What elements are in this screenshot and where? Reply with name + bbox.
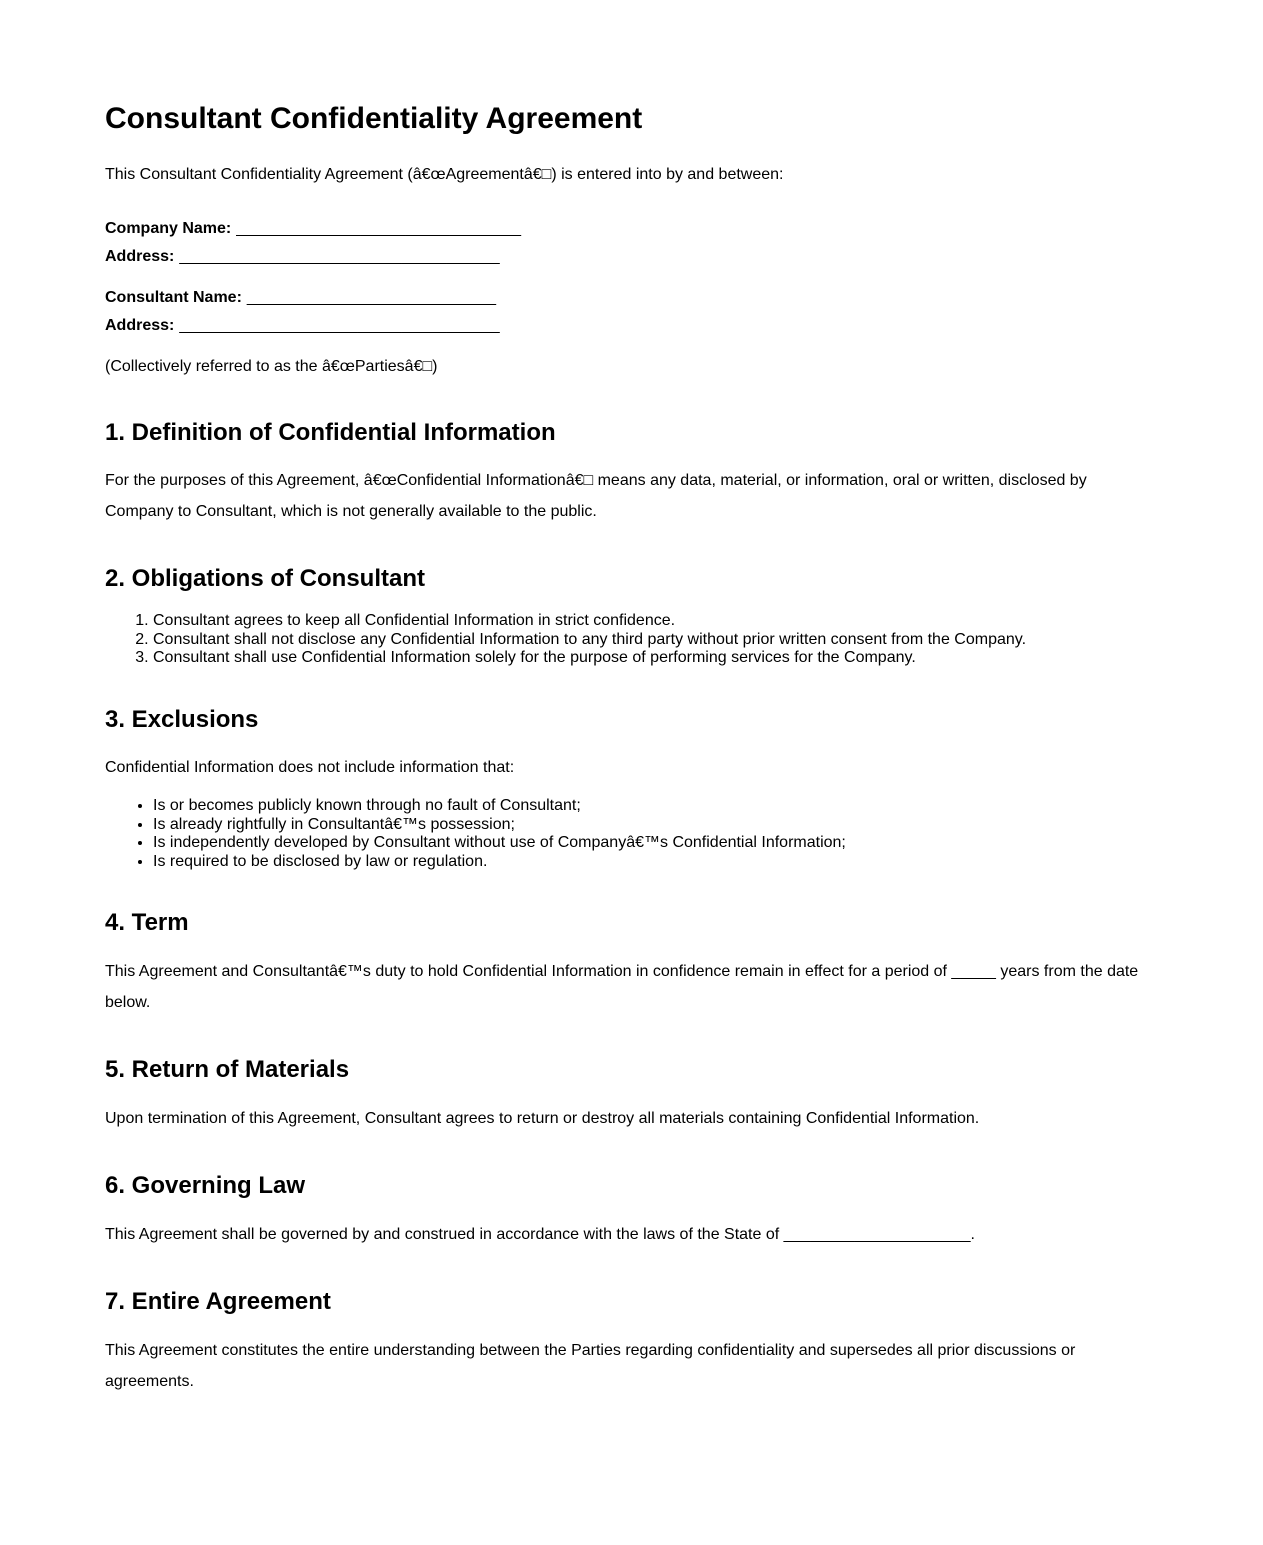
section-body: For the purposes of this Agreement, â€œConfidential Informationâ€□ means any data, material, or information, oral or written, disclosed by Company to Consultant, which is not generally available to the public.	[105, 472, 1087, 521]
section-heading: 4. Term	[105, 909, 189, 937]
company-name-line	[105, 215, 1158, 243]
list-item: 2. Consultant shall not disclose any Confidential Information to any third party without prior written consent from the Company.	[153, 631, 1158, 650]
consultant-address-blank: ____________________________________	[179, 316, 500, 334]
company-address-label: Address:	[105, 247, 175, 265]
section-term	[105, 909, 1158, 1018]
consultant-name-blank: ____________________________	[246, 288, 497, 306]
section-return-of-materials	[105, 1056, 1158, 1134]
list-item: • Is or becomes publicly known through no fault of Consultant;	[153, 797, 1158, 816]
section-heading: 7. Entire Agreement	[105, 1287, 331, 1315]
collective-note: (Collectively referred to as the â€œPartiesâ€□)	[105, 357, 438, 375]
document-title: Consultant Confidentiality Agreement	[105, 102, 643, 135]
section-entire-agreement	[105, 1288, 1158, 1397]
consultant-name-line	[105, 284, 1158, 312]
list-item: • Is required to be disclosed by law or regulation.	[153, 853, 1158, 872]
section-body: Confidential Information does not include information that:	[105, 759, 515, 777]
section-body: This Agreement shall be governed by and construed in accordance with the laws of the State of _____________________.	[105, 1225, 975, 1243]
list-item: 3. Consultant shall use Confidential Information solely for the purpose of performing services for the Company.	[153, 649, 1158, 668]
company-address-line	[105, 243, 1158, 271]
list-item: • Is already rightfully in Consultantâ€™s possession;	[153, 816, 1158, 835]
section-heading: 3. Exclusions	[105, 705, 259, 733]
section-heading: 5. Return of Materials	[105, 1056, 350, 1084]
section-governing-law	[105, 1172, 1158, 1250]
list-item: 1. Consultant agrees to keep all Confidential Information in strict confidence.	[153, 612, 1158, 631]
company-name-blank: ________________________________	[236, 219, 521, 237]
section-body: This Agreement constitutes the entire understanding between the Parties regarding confidentiality and supersedes all prior discussions or agreements.	[105, 1341, 1076, 1390]
company-party-block	[105, 215, 1158, 271]
section-body: Upon termination of this Agreement, Consultant agrees to return or destroy all materials containing Confidential Information.	[105, 1109, 980, 1127]
section-heading: 6. Governing Law	[105, 1171, 306, 1199]
section-body: This Agreement and Consultantâ€™s duty to hold Confidential Information in confidence remain in effect for a period of _____ years from the date below.	[105, 963, 1139, 1012]
consultant-address-line	[105, 312, 1158, 340]
section-heading: 1. Definition of Confidential Information	[105, 418, 556, 446]
list-item: • Is independently developed by Consultant without use of Companyâ€™s Confidential Information;	[153, 834, 1158, 853]
consultant-address-label: Address:	[105, 316, 175, 334]
company-address-blank: ____________________________________	[179, 247, 500, 265]
exclusions-list	[105, 797, 1158, 871]
company-name-label: Company Name:	[105, 219, 232, 237]
section-definition	[105, 419, 1158, 528]
intro-paragraph: This Consultant Confidentiality Agreement (â€œAgreementâ€□) is entered into by and between:	[105, 165, 784, 183]
section-heading: 2. Obligations of Consultant	[105, 565, 425, 593]
obligations-list	[105, 612, 1158, 668]
consultant-name-label: Consultant Name:	[105, 288, 242, 306]
section-exclusions	[105, 706, 1158, 872]
section-obligations	[105, 565, 1158, 667]
consultant-party-block	[105, 284, 1158, 340]
